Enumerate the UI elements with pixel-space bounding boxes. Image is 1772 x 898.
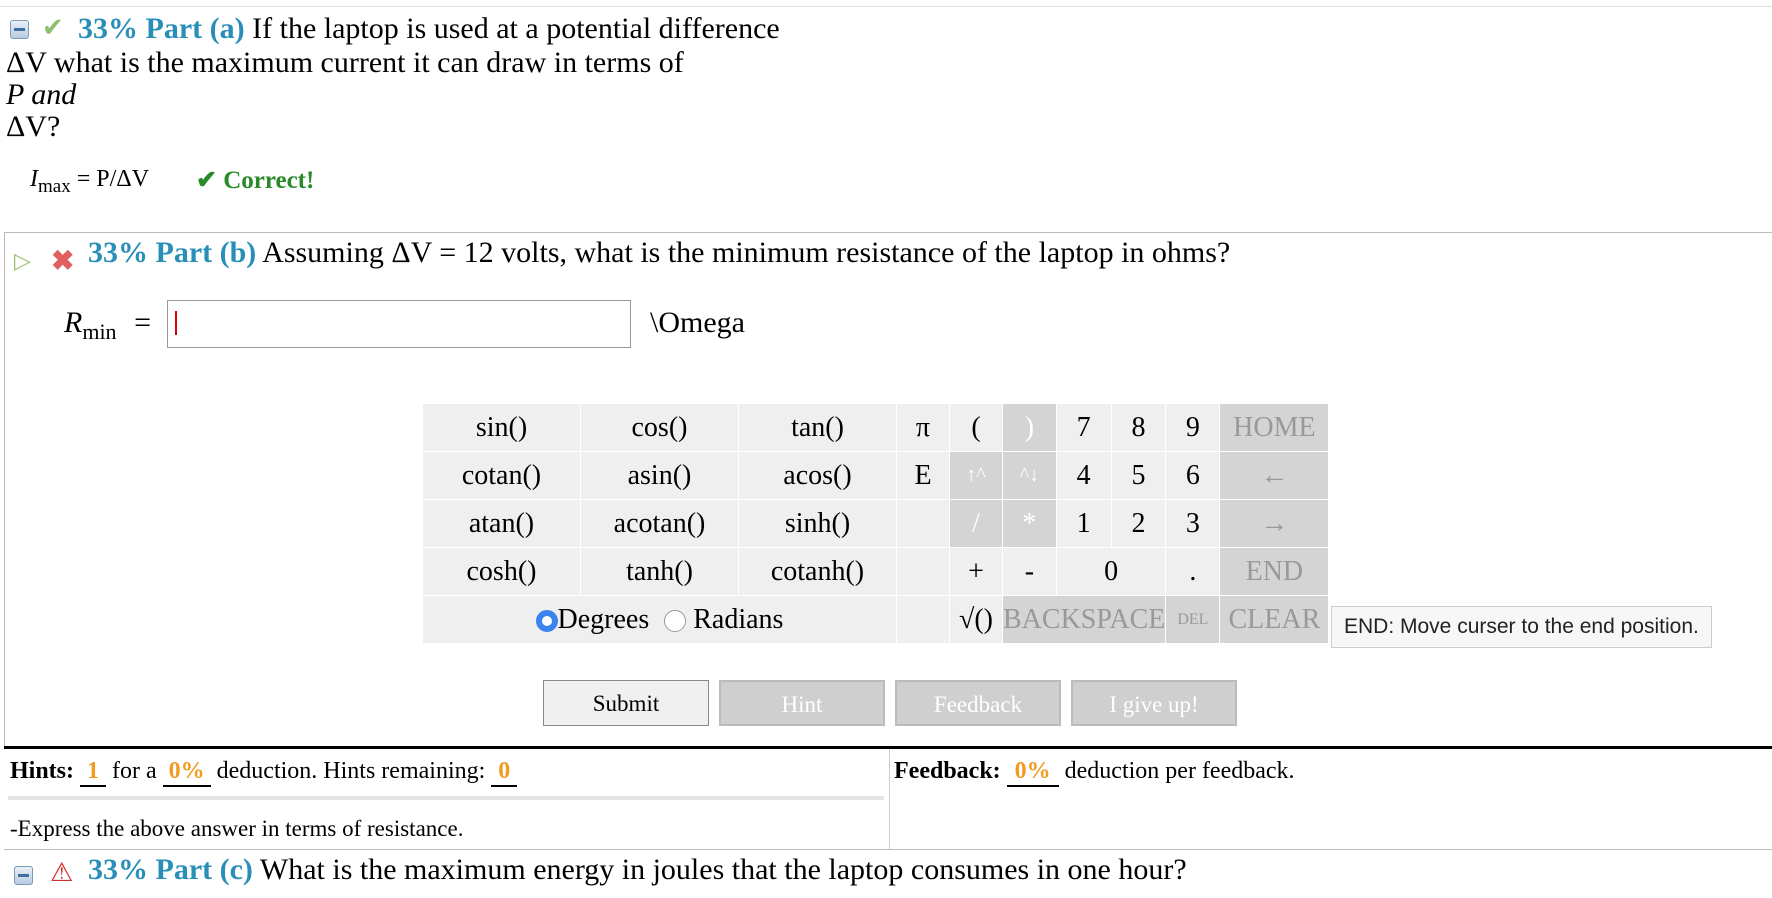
key-minus[interactable]: -	[1003, 548, 1057, 596]
key-acotan[interactable]: acotan()	[581, 500, 739, 548]
key-e[interactable]: E	[897, 452, 950, 500]
answer-subscript: max	[38, 175, 71, 197]
part-a-percent: 33%	[78, 12, 138, 45]
input-subscript: min	[82, 319, 117, 344]
end-tooltip: END: Move curser to the end position.	[1331, 606, 1712, 648]
resistance-input[interactable]	[167, 300, 631, 348]
part-a-answer	[30, 166, 149, 198]
top-divider	[0, 6, 1772, 7]
key-8[interactable]: 8	[1111, 404, 1166, 452]
hints-label: Hints:	[10, 758, 75, 784]
part-c-percent: 33%	[88, 853, 148, 886]
key-9[interactable]: 9	[1166, 404, 1220, 452]
feedback-button[interactable]: Feedback	[895, 680, 1061, 726]
part-b-label: Part (b)	[155, 236, 257, 269]
key-cosh[interactable]: cosh()	[423, 548, 581, 596]
check-icon: ✔	[42, 13, 64, 42]
key-6[interactable]: 6	[1166, 452, 1220, 500]
part-c-header	[88, 853, 1187, 887]
keypad-table	[422, 403, 1329, 644]
key-5[interactable]: 5	[1111, 452, 1166, 500]
part-c-label: Part (c)	[155, 853, 253, 886]
key-acos[interactable]: acos()	[739, 452, 897, 500]
key-blank-2	[897, 548, 950, 596]
keypad	[422, 403, 1329, 644]
answer-expression: = P/ΔV	[76, 166, 150, 192]
expand-arrow-icon[interactable]: ▷	[14, 248, 31, 273]
submit-button[interactable]: Submit	[543, 680, 709, 726]
hints-count: 1	[80, 758, 106, 787]
key-down[interactable]: ^↓	[1003, 452, 1057, 500]
key-multiply[interactable]: *	[1003, 500, 1057, 548]
part-b-percent: 33%	[88, 236, 148, 269]
part-a-question-line4: ΔV?	[6, 110, 61, 143]
key-pi[interactable]: π	[897, 404, 950, 452]
collapse-part-a-icon[interactable]	[10, 20, 29, 39]
key-cotan[interactable]: cotan()	[423, 452, 581, 500]
key-sqrt[interactable]: √()	[950, 596, 1003, 644]
key-4[interactable]: 4	[1056, 452, 1111, 500]
key-tan[interactable]: tan()	[739, 404, 897, 452]
hints-line	[10, 758, 517, 787]
key-cos[interactable]: cos()	[581, 404, 739, 452]
key-del[interactable]: DEL	[1166, 596, 1220, 644]
unit-label: \Omega	[650, 306, 745, 339]
radians-radio[interactable]	[664, 610, 686, 632]
hints-deduction-text: deduction. Hints remaining:	[216, 758, 486, 784]
input-equals: =	[134, 306, 151, 339]
hints-divider	[4, 746, 1772, 749]
warning-icon: ⚠	[50, 858, 74, 887]
key-tanh[interactable]: tanh()	[581, 548, 739, 596]
answer-variable: I	[30, 166, 38, 192]
text-caret	[175, 311, 177, 335]
key-atan[interactable]: atan()	[423, 500, 581, 548]
key-dot[interactable]: .	[1166, 548, 1220, 596]
incorrect-x-icon: ✖	[51, 246, 75, 277]
collapse-part-c-icon[interactable]	[14, 866, 33, 885]
part-a-question-line1: If the laptop is used at a potential difference	[252, 12, 780, 45]
feedback-label: Feedback:	[894, 758, 1001, 784]
key-blank-3	[897, 596, 950, 644]
hints-feedback-separator	[889, 749, 890, 850]
key-divide[interactable]: /	[950, 500, 1003, 548]
part-c-divider	[4, 849, 1772, 850]
key-close-paren[interactable]: )	[1003, 404, 1057, 452]
input-label	[64, 306, 151, 345]
key-left-arrow[interactable]: ←	[1220, 452, 1329, 500]
part-a-question-line3: P and	[6, 78, 77, 111]
hints-for-a: for a	[112, 758, 157, 784]
key-0[interactable]: 0	[1056, 548, 1166, 596]
key-1[interactable]: 1	[1056, 500, 1111, 548]
key-asin[interactable]: asin()	[581, 452, 739, 500]
radians-label: Radians	[693, 603, 784, 635]
key-end[interactable]: END	[1220, 548, 1329, 596]
key-cotanh[interactable]: cotanh()	[739, 548, 897, 596]
feedback-line	[894, 758, 1295, 787]
hint-button[interactable]: Hint	[719, 680, 885, 726]
key-backspace[interactable]: BACKSPACE	[1003, 596, 1166, 644]
give-up-button[interactable]: I give up!	[1071, 680, 1237, 726]
key-7[interactable]: 7	[1056, 404, 1111, 452]
key-blank-1	[897, 500, 950, 548]
part-b-header	[88, 236, 1230, 270]
degrees-radio[interactable]	[536, 610, 558, 632]
key-plus[interactable]: +	[950, 548, 1003, 596]
degrees-label: Degrees	[557, 603, 650, 635]
key-right-arrow[interactable]: →	[1220, 500, 1329, 548]
hints-deduction: 0%	[163, 758, 211, 787]
part-a-question-line2: ΔV what is the maximum current it can draw in terms of	[6, 46, 684, 79]
key-2[interactable]: 2	[1111, 500, 1166, 548]
feedback-deduction: 0%	[1007, 758, 1059, 787]
key-3[interactable]: 3	[1166, 500, 1220, 548]
part-a-header	[78, 12, 780, 46]
key-home[interactable]: HOME	[1220, 404, 1329, 452]
angle-mode-selector	[423, 596, 897, 644]
key-open-paren[interactable]: (	[950, 404, 1003, 452]
feedback-text: deduction per feedback.	[1064, 758, 1295, 784]
hint-text: -Express the above answer in terms of resistance.	[10, 816, 464, 841]
hint-separator	[8, 796, 884, 800]
key-clear[interactable]: CLEAR	[1220, 596, 1329, 644]
part-c-question: What is the maximum energy in joules that the laptop consumes in one hour?	[259, 853, 1187, 886]
key-sinh[interactable]: sinh()	[739, 500, 897, 548]
key-sin[interactable]: sin()	[423, 404, 581, 452]
input-variable: R	[64, 306, 83, 339]
key-up[interactable]: ↑^	[950, 452, 1003, 500]
hints-remaining: 0	[491, 758, 517, 787]
part-b-question: Assuming ΔV = 12 volts, what is the minimum resistance of the laptop in ohms?	[262, 236, 1231, 269]
correct-status: ✔ Correct!	[196, 167, 315, 194]
part-a-label: Part (a)	[145, 12, 245, 45]
